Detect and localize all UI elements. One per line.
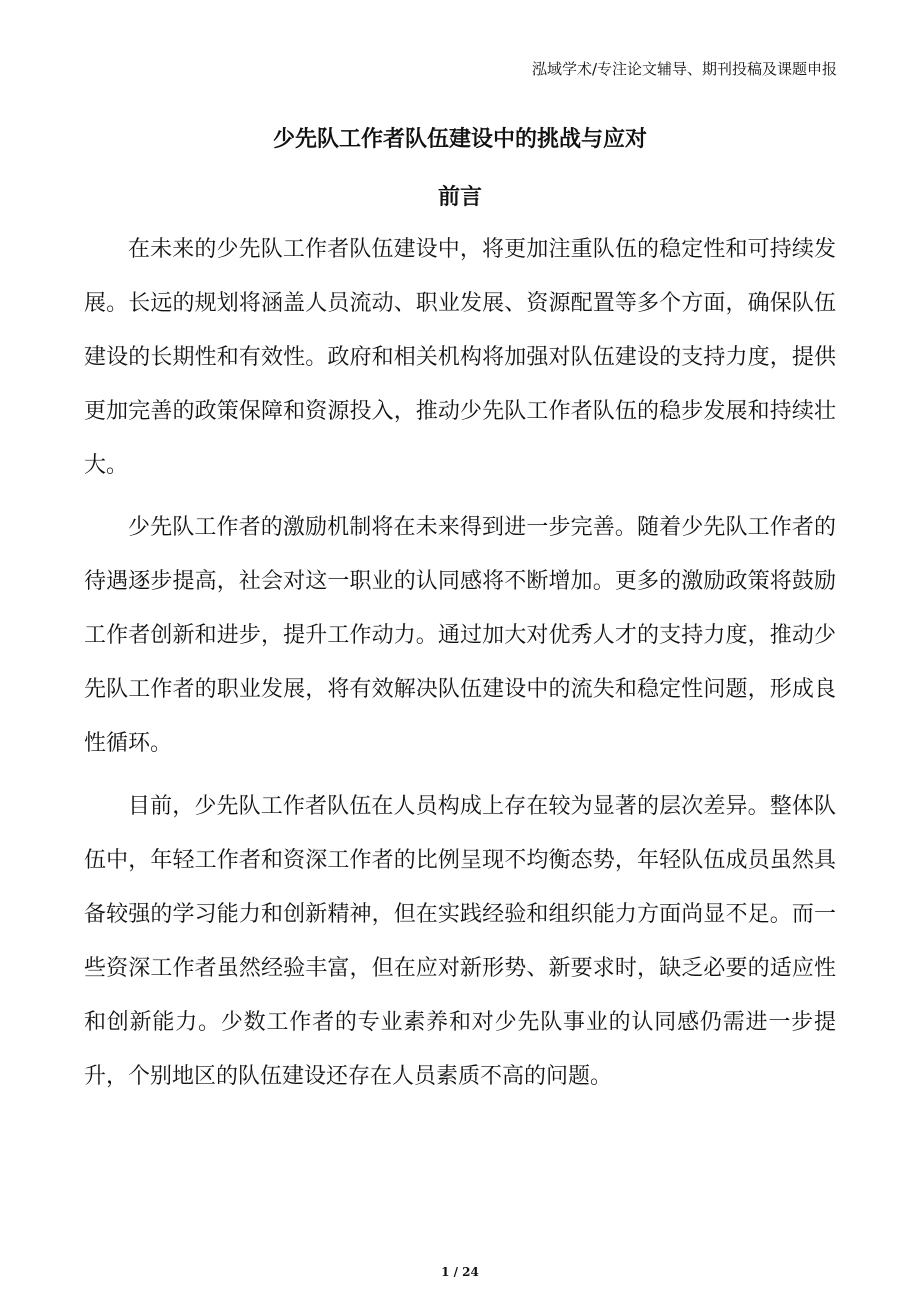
page-number: 1 / 24: [441, 1265, 479, 1279]
body-text: [84, 223, 836, 493]
body-text: [84, 780, 836, 1104]
page-header: 泓域学术/专注论文辅导、期刊投稿及课题申报: [531, 60, 837, 78]
document-title: 少先队工作者队伍建设中的挑战与应对: [272, 127, 647, 152]
body-text: [84, 501, 836, 771]
paragraph: 在未来的少先队工作者队伍建设中，将更加注重队伍的稳定性和可持续发展。长远的规划将涵盖人员流动、职业发展、资源配置等多个方面，确保队伍建设的长期性和有效性。政府和相关机构将加强对队伍建设的支持力度，提供更加完善的政策保障和资源投入，推动少先队工作者队伍的稳步发展和持续壮大。: [84, 237, 836, 478]
paragraph: 目前，少先队工作者队伍在人员构成上存在较为显著的层次差异。整体队伍中，年轻工作者和资深工作者的比例呈现不均衡态势，年轻队伍成员虽然具备较强的学习能力和创新精神，但在实践经验和组织能力方面尚显不足。而一些资深工作者虽然经验丰富，但在应对新形势、新要求时，缺乏必要的适应性和创新能力。少数工作者的专业素养和对少先队事业的认同感仍需进一步提升，个别地区的队伍建设还存在人员素质不高的问题。: [84, 794, 836, 1089]
section-title: 前言: [437, 185, 482, 210]
paragraph: 少先队工作者的激励机制将在未来得到进一步完善。随着少先队工作者的待遇逐步提高，社会对这一职业的认同感将不断增加。更多的激励政策将鼓励工作者创新和进步，提升工作动力。通过加大对优秀人才的支持力度，推动少先队工作者的职业发展，将有效解决队伍建设中的流失和稳定性问题，形成良性循环。: [84, 515, 836, 756]
